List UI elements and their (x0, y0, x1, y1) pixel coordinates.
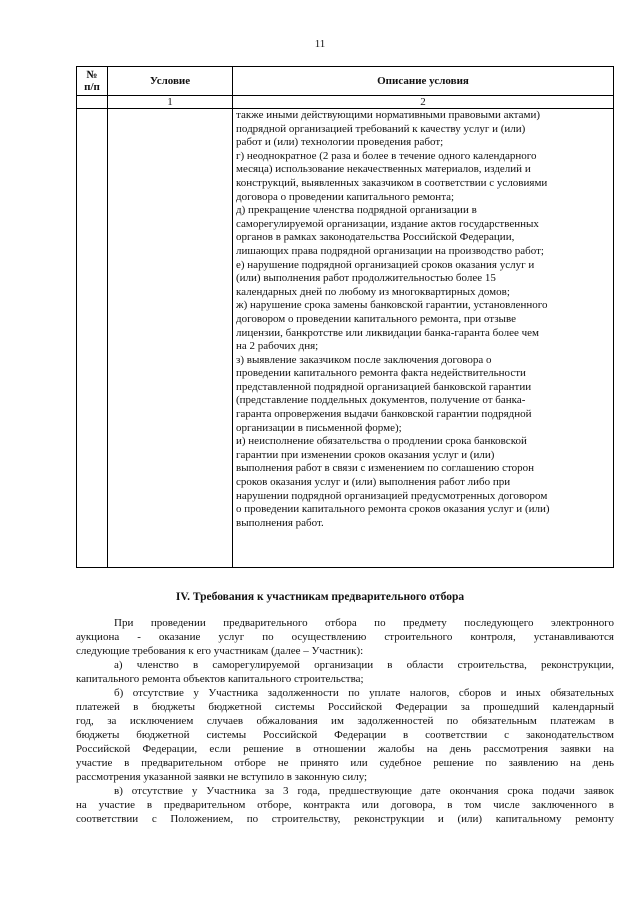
description-line: лицензии, банкротстве или ликвидации банка-гаранта более чем (236, 326, 539, 339)
description-line: выполнения работ в связи с изменением по соглашению сторон (236, 462, 535, 475)
body-line: аукциона - оказание услуг по осуществлению строительного контроля, устанавливаются (76, 631, 614, 643)
body-line: участие в предварительном отборе не принято или судебное решение по заявлению на день (76, 757, 614, 769)
description-line: (или) выполнения работ продолжительностью более 15 (236, 272, 496, 285)
table-row (77, 109, 614, 568)
description-line: (представление поддельных документов, получение от банка- (236, 394, 526, 407)
index-cell-empty (77, 96, 108, 109)
description-line: гаранта опровержения выдачи банковской гарантии подрядной (236, 408, 532, 421)
body-line: на участие в предварительном отборе, контракта или договора, в том числе заключенного в (76, 799, 614, 811)
description-line: лишающих права подрядной организации на производство работ; (236, 244, 544, 257)
description-line: организации в письменной форме); (236, 421, 402, 434)
header-number (77, 67, 108, 96)
header-condition: Условие (108, 67, 233, 96)
description-cell (233, 109, 614, 568)
body-line: соответствии с Положением, по строительству, реконструкции и (или) капитальному ремонту (76, 813, 614, 825)
index-cell-2: 2 (233, 96, 614, 109)
description-line: месяца) использование некачественных материалов, изделий и (236, 163, 531, 176)
table-index-row (77, 96, 614, 109)
description-line: представленной подрядной организацией банковской гарантии (236, 380, 532, 393)
body-line: в) отсутствие у Участника за 3 года, предшествующие дате окончания срока подачи заявок (114, 785, 614, 797)
description-line: о проведении капитального ремонта сроков оказания услуг и (или) (236, 503, 550, 516)
body-line: бюджеты бюджетной системы Российской Федерации в соответствии с законодательством (76, 729, 614, 741)
description-line: е) нарушение подрядной организацией сроков оказания услуг и (236, 258, 535, 271)
section-title: IV. Требования к участникам предварительного отбора (175, 591, 465, 603)
description-line: нарушении подрядной организацией предусмотренных договором (236, 489, 548, 502)
description-line: з) выявление заказчиком после заключения договора о (236, 353, 492, 366)
description-line: д) прекращение членства подрядной организации в (236, 204, 477, 217)
condition-cell (108, 109, 233, 568)
description-line: договора о проведении капитального ремонта; (236, 190, 455, 203)
description-line: гарантии при изменении сроков оказания услуг и (или) (236, 448, 495, 461)
body-line: б) отсутствие у Участника задолженности по уплате налогов, сборов и иных обязательных (114, 687, 614, 699)
conditions-table (76, 66, 614, 568)
header-number-label: № п/п (84, 69, 100, 93)
description-line: работ и (или) технологии проведения работ; (236, 136, 444, 149)
description-line: сроков оказания услуг и (или) выполнения работ либо при (236, 476, 511, 489)
header-description: Описание условия (233, 67, 614, 96)
description-line: договором о проведении капитального ремонта, при отзыве (236, 312, 516, 325)
page-number: 11 (314, 38, 326, 50)
description-line: выполнения работ. (236, 516, 324, 529)
description-line: конструкций, выявленных заказчиком в соответствии с условиями (236, 176, 548, 189)
description-line: также иными действующими нормативными правовыми актами) (236, 109, 541, 121)
description-line: подрядной организацией требований к качеству услуг и (или) (236, 122, 526, 135)
description-line: проведении капитального ремонта факта недействительности (236, 367, 526, 380)
description-line: органов в рамках законодательства Российской Федерации, (236, 231, 515, 244)
body-line: год, за исключением случаев обжалования им задолженностей по обязательным платежам в (76, 715, 614, 727)
description-line: г) неоднократное (2 раза и более в течение одного календарного (236, 149, 537, 162)
index-cell-1: 1 (108, 96, 233, 109)
number-cell (77, 109, 108, 568)
body-text (76, 616, 614, 826)
description-line: ж) нарушение срока замены банковской гарантии, установленного (236, 299, 548, 312)
body-line: платежей в бюджеты бюджетной системы Российской Федерации за прошедший календарный (76, 701, 614, 713)
table-header-row (77, 67, 614, 96)
description-line: саморегулируемой организации, издание актов государственных (236, 217, 539, 230)
body-line: рассмотрения указанной заявки не вступило в законную силу; (76, 771, 368, 783)
body-line: следующие требования к его участникам (далее – Участник): (76, 645, 364, 657)
description-line: на 2 рабочих дня; (236, 340, 319, 353)
description-line: и) неисполнение обязательства о продлении срока банковской (236, 435, 527, 448)
description-line: календарных дней по любому из многоквартирных домов; (236, 285, 510, 298)
body-line: капитального ремонта объектов капитального строительства; (76, 673, 364, 685)
body-line: Российской Федерации, если решение в отношении жалобы на день рассмотрения заявки на (76, 743, 614, 755)
body-line: При проведении предварительного отбора по предмету последующего электронного (114, 617, 614, 629)
body-line: а) членство в саморегулируемой организации в области строительства, реконструкции, (114, 659, 614, 671)
